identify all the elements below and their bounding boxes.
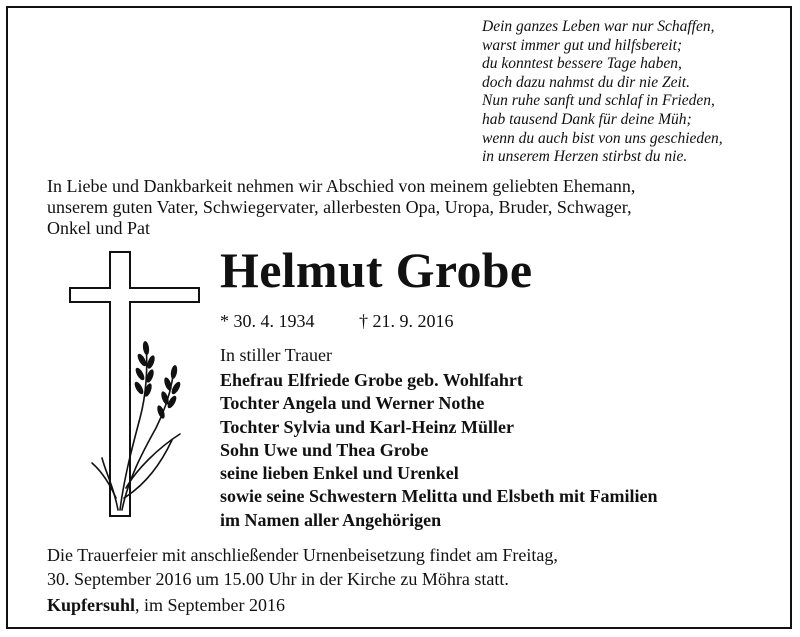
poem-line: Dein ganzes Leben war nur Schaffen, bbox=[482, 18, 715, 35]
service-info bbox=[47, 543, 558, 591]
cross-with-wheat-icon bbox=[62, 248, 202, 538]
intro-line: unserem guten Vater, Schwiegervater, allerbesten Opa, Uropa, Bruder, Schwager, bbox=[47, 197, 632, 217]
mourners-heading: In stiller Trauer bbox=[220, 345, 332, 365]
mourner-line: Ehefrau Elfriede Grobe geb. Wohlfahrt bbox=[220, 370, 523, 390]
birth-date: * 30. 4. 1934 bbox=[220, 311, 315, 331]
memorial-poem bbox=[482, 18, 782, 167]
mourner-line: Tochter Angela und Werner Nothe bbox=[220, 393, 485, 414]
mourner-line: im Namen aller Angehörigen bbox=[220, 509, 442, 530]
service-line: Die Trauerfeier mit anschließender Urnenbeisetzung findet am Freitag, bbox=[47, 545, 558, 565]
mourner-line: Tochter Sylvia und Karl-Heinz Müller bbox=[220, 416, 515, 437]
intro-line: In Liebe und Dankbarkeit nehmen wir Abschied von meinem geliebten Ehemann, bbox=[47, 176, 636, 196]
poem-line: du konntest bessere Tage haben, bbox=[482, 55, 682, 73]
place-and-date bbox=[47, 595, 285, 616]
place-date: , im September 2016 bbox=[135, 595, 286, 615]
life-dates bbox=[220, 311, 454, 332]
poem-line: Nun ruhe sanft und schlaf in Frieden, bbox=[482, 92, 715, 110]
mourners-list bbox=[220, 369, 657, 532]
poem-line: warst immer gut und hilfsbereit; bbox=[482, 36, 683, 54]
poem-line: in unserem Herzen stirbst du nie. bbox=[482, 148, 688, 166]
mourner-line: Sohn Uwe und Thea Grobe bbox=[220, 439, 429, 460]
intro-line: Onkel und Pat bbox=[47, 218, 150, 238]
poem-line: wenn du auch bist von uns geschieden, bbox=[482, 129, 723, 147]
poem-line: hab tausend Dank für deine Müh; bbox=[482, 110, 692, 128]
mourner-line: sowie seine Schwestern Melitta und Elsbeth mit Familien bbox=[220, 486, 658, 507]
death-date: † 21. 9. 2016 bbox=[359, 311, 454, 331]
intro-text bbox=[47, 176, 767, 239]
mourner-line: seine lieben Enkel und Urenkel bbox=[220, 463, 459, 484]
place-town: Kupfersuhl bbox=[47, 595, 136, 615]
deceased-name: Helmut Grobe bbox=[220, 242, 533, 298]
poem-line: doch dazu nahmst du dir nie Zeit. bbox=[482, 73, 690, 91]
service-line: 30. September 2016 um 15.00 Uhr in der Kirche zu Möhra statt. bbox=[47, 569, 509, 589]
